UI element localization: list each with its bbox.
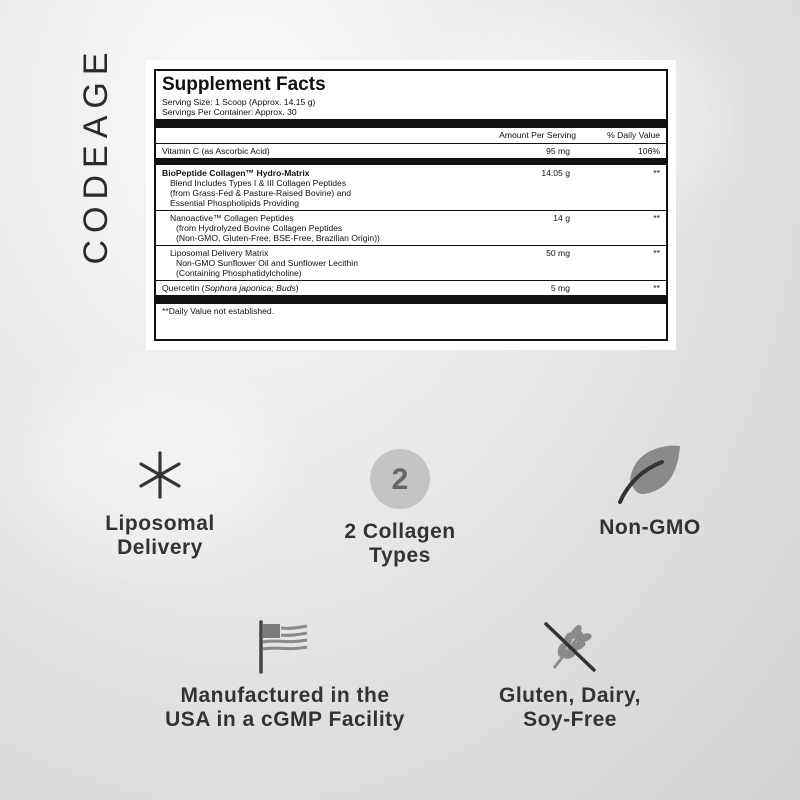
- us-flag-icon: [255, 618, 315, 674]
- nutrient-detail: Non-GMO Sunflower Oil and Sunflower Lecithin: [176, 258, 358, 268]
- facts-header-row: [162, 130, 660, 141]
- divider: [156, 210, 666, 211]
- nutrient-dv: **: [653, 248, 660, 258]
- nutrient-name: Nanoactive™ Collagen Peptides: [170, 213, 294, 223]
- feature-label: Liposomal: [105, 512, 215, 535]
- feature-label: Gluten, Dairy,: [499, 684, 641, 707]
- divider: [156, 245, 666, 246]
- feature-label: USA in a cGMP Facility: [165, 708, 405, 731]
- nutrient-detail: (Non-GMO, Gluten-Free, BSE-Free, Brazilian Origin)): [176, 233, 380, 243]
- nutrient-name: BioPeptide Collagen™ Hydro-Matrix: [162, 168, 310, 178]
- brand-logo: CODEAGE: [76, 45, 115, 265]
- nutrient-amount: 5 mg: [550, 283, 570, 293]
- nutrient-row: [162, 283, 660, 293]
- asterisk-icon: [133, 448, 187, 502]
- header-dv: % Daily Value: [607, 130, 660, 140]
- serving-size: Serving Size: 1 Scoop (Approx. 14.15 g): [162, 97, 316, 107]
- feature-free-from: [470, 618, 670, 732]
- feature-label: Manufactured in the: [180, 684, 390, 707]
- nutrient-name: Liposomal Delivery Matrix: [170, 248, 269, 258]
- no-wheat-icon: [540, 618, 600, 674]
- feature-label: 2 Collagen: [344, 520, 456, 543]
- nutrient-detail: Blend Includes Types I & III Collagen Peptides: [170, 178, 347, 188]
- divider: [156, 143, 666, 144]
- nutrient-dv: **: [653, 168, 660, 178]
- divider: [156, 158, 666, 165]
- nutrient-detail: (from Hydrolyzed Bovine Collagen Peptides: [176, 223, 343, 233]
- feature-label: Types: [369, 544, 431, 567]
- nutrient-amount: 50 mg: [546, 248, 570, 258]
- header-amount: Amount Per Serving: [499, 130, 576, 140]
- feature-label: Delivery: [117, 536, 203, 559]
- feature-label: Non-GMO: [599, 516, 701, 539]
- footnote: **Daily Value not established.: [162, 306, 275, 316]
- nutrient-dv: **: [653, 283, 660, 293]
- nutrient-name: Vitamin C (as Ascorbic Acid): [162, 146, 270, 156]
- nutrient-dv: **: [653, 213, 660, 223]
- nutrient-name: Quercetin (: [162, 283, 205, 293]
- nutrient-dv: 106%: [638, 146, 660, 156]
- nutrient-row: [162, 146, 660, 156]
- nutrient-amount: 95 mg: [546, 146, 570, 156]
- nutrient-detail: (Containing Phosphatidylcholine): [176, 268, 302, 278]
- divider: [156, 119, 666, 128]
- nutrient-name-italic: Sophora japonica; Buds: [204, 283, 296, 293]
- feature-usa: [140, 618, 430, 732]
- leaf-icon: [614, 440, 686, 506]
- nutrient-row: [162, 213, 660, 243]
- nutrient-amount: 14 g: [553, 213, 570, 223]
- divider: [156, 280, 666, 281]
- number-two-circle-icon: [369, 448, 431, 510]
- nutrient-detail: (from Grass-Fed & Pasture-Raised Bovine) and: [170, 188, 352, 198]
- nutrient-row: [162, 168, 660, 208]
- nutrient-name-end: ): [295, 283, 299, 293]
- divider: [156, 295, 666, 304]
- nutrient-row: [162, 248, 660, 278]
- nutrient-amount: 14.05 g: [541, 168, 570, 178]
- feature-non-gmo: [575, 440, 725, 540]
- feature-label: Soy-Free: [523, 708, 617, 731]
- feature-collagen: [320, 448, 480, 568]
- supplement-facts-panel: [146, 60, 676, 350]
- nutrient-detail: Essential Phospholipids Providing: [170, 198, 299, 208]
- servings-per-container: Servings Per Container: Approx. 30: [162, 107, 297, 117]
- feature-liposomal: [90, 448, 230, 560]
- supplement-facts-title: Supplement Facts: [162, 74, 326, 95]
- badge-number: 2: [391, 463, 409, 496]
